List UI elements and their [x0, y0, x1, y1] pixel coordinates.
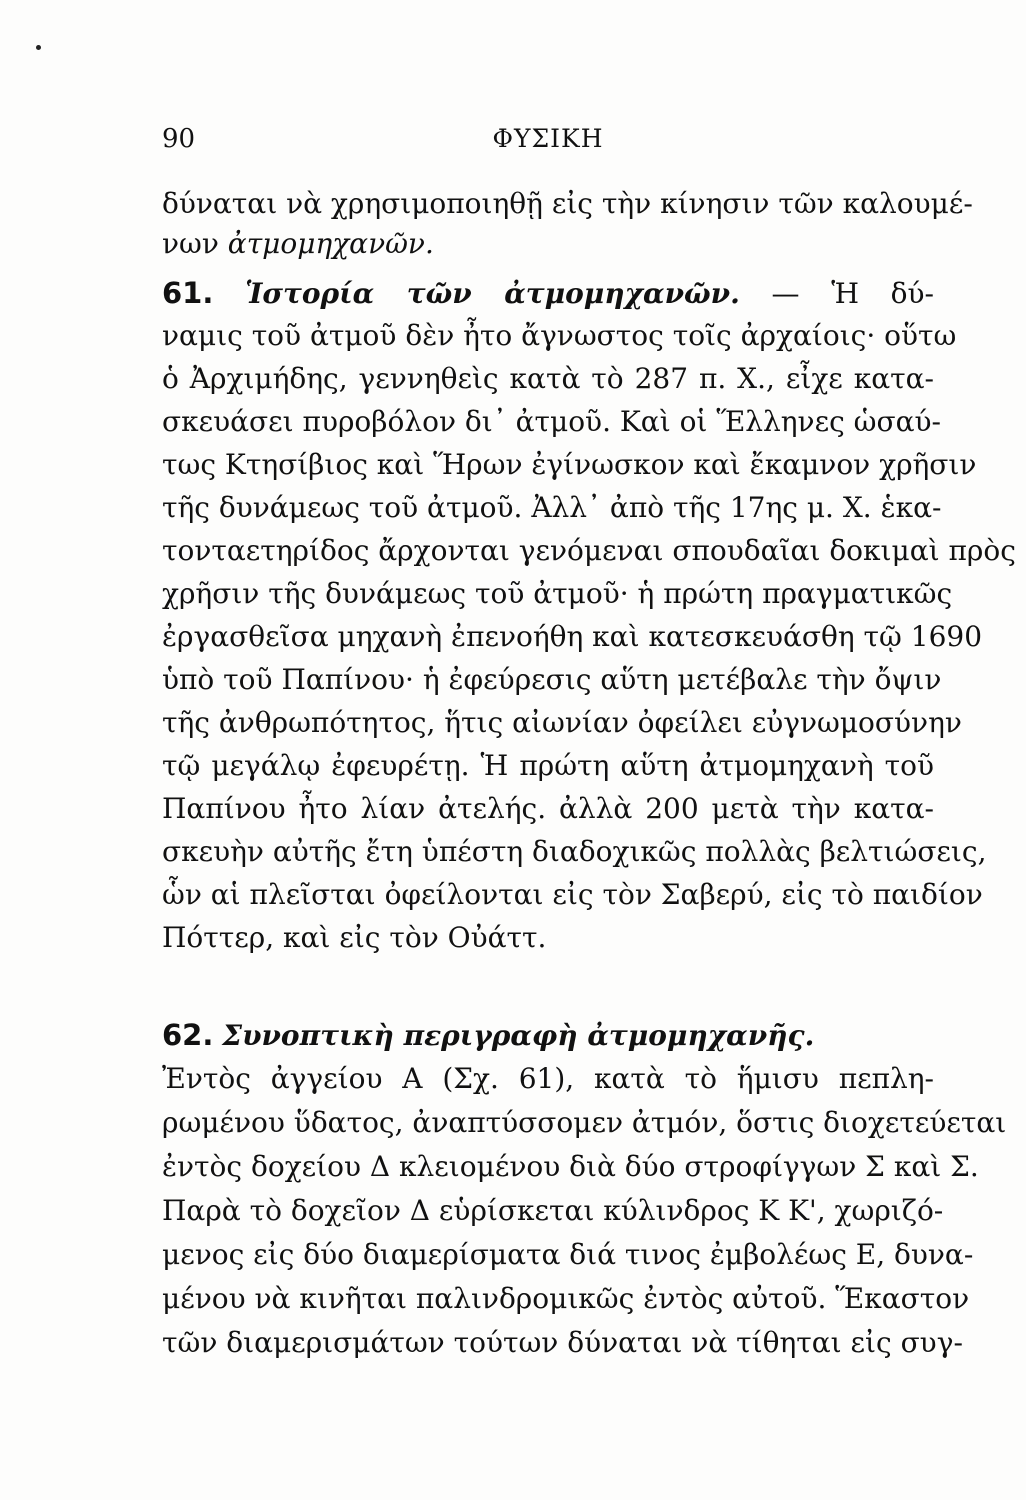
- text-line: τῷ μεγάλῳ ἐφευρέτῃ. Ἡ πρώτη αὕτη ἀτμομηχανὴ τοῦ: [162, 749, 934, 782]
- text-fragment: νων: [162, 227, 228, 260]
- ink-speck: [36, 45, 41, 50]
- text-line: ἐργασθεῖσα μηχανὴ ἐπενοήθη καὶ κατεσκευάσθη τῷ 1690: [162, 620, 983, 653]
- text-line: σκευάσει πυροβόλον δι᾽ ἀτμοῦ. Καὶ οἱ Ἕλληνες ὡσαύ-: [162, 405, 941, 438]
- text-line: τῆς ἀνθρωπότητος, ἥτις αἰωνίαν ὀφείλει εὐγνωμοσύνην: [162, 706, 962, 739]
- section-number: 62.: [162, 1018, 214, 1052]
- running-title: ΦΥΣΙΚΗ: [492, 124, 604, 153]
- text-line: δύναται νὰ χρησιμοποιηθῇ εἰς τὴν κίνησιν τῶν καλουμέ-: [162, 187, 973, 220]
- text-line: χρῆσιν τῆς δυνάμεως τοῦ ἀτμοῦ· ἡ πρώτη πραγματικῶς: [162, 577, 953, 610]
- text-line: ρωμένου ὕδατος, ἀναπτύσσομεν ἀτμόν, ὅστις διοχετεύεται: [162, 1106, 1007, 1139]
- text-line: ναμις τοῦ ἀτμοῦ δὲν ἦτο ἄγνωστος τοῖς ἀρχαίοις· οὕτω: [162, 319, 957, 352]
- text-line: ὧν αἱ πλεῖσται ὀφείλονται εἰς τὸν Σαβερύ, εἰς τὸ παιδίον: [162, 878, 983, 911]
- text-line: Παρὰ τὸ δοχεῖον Δ εὑρίσκεται κύλινδρος Κ Κ', χωριζό-: [162, 1194, 944, 1227]
- text-line: ἐντὸς δοχείου Δ κλειομένου διὰ δύο στροφίγγων Σ καὶ Σ.: [162, 1150, 979, 1183]
- text-line: τῆς δυνάμεως τοῦ ἀτμοῦ. Ἀλλ᾽ ἀπὸ τῆς 17ης μ. Χ. ἑκα-: [162, 491, 942, 524]
- italic-term: ἀτμομηχανῶν.: [227, 227, 434, 260]
- page-number: 90: [162, 124, 196, 154]
- text-line: σκευὴν αὐτῆς ἔτη ὑπέστη διαδοχικῶς πολλὰς βελτιώσεις,: [162, 835, 987, 868]
- text-line: τῶν διαμερισμάτων τούτων δύναται νὰ τίθηται εἰς συγ-: [162, 1326, 963, 1359]
- page-header: [162, 124, 934, 160]
- text-line: Πόττερ, καὶ εἰς τὸν Οὐάττ.: [162, 921, 547, 954]
- text-line: μένου νὰ κινῆται παλινδρομικῶς ἐντὸς αὐτοῦ. Ἕκαστον: [162, 1282, 970, 1315]
- text-line: ὑπὸ τοῦ Παπίνου· ἡ ἐφεύρεσις αὕτη μετέβαλε τὴν ὄψιν: [162, 663, 942, 696]
- text-line: Ἐντὸς ἀγγείου Α (Σχ. 61), κατὰ τὸ ἥμισυ πεπλη-: [162, 1062, 934, 1095]
- text-line: μενος εἰς δύο διαμερίσματα διά τινος ἐμβολέως Ε, δυνα-: [162, 1238, 974, 1271]
- text-fragment: — Ἡ δύ-: [771, 277, 935, 310]
- text-line: τονταετηρίδος ἄρχονται γενόμεναι σπουδαῖαι δοκιμαὶ πρὸς: [162, 534, 1016, 567]
- text-line: [162, 226, 934, 262]
- text-line: τως Κτησίβιος καὶ Ἥρων ἐγίνωσκον καὶ ἔκαμνον χρῆσιν: [162, 448, 977, 481]
- section-62-heading-line: [162, 1017, 934, 1054]
- text-line: Παπίνου ἦτο λίαν ἀτελής. ἀλλὰ 200 μετὰ τὴν κατα-: [162, 792, 934, 825]
- section-61-heading-line: [162, 275, 934, 312]
- section-title: Ἱστορία τῶν ἀτμομηχανῶν.: [245, 277, 740, 310]
- section-number: 61.: [162, 276, 214, 310]
- text-line: ὁ Ἀρχιμήδης, γεννηθεὶς κατὰ τὸ 287 π. Χ., εἶχε κατα-: [162, 362, 934, 395]
- section-title: Συνοπτικὴ περιγραφὴ ἀτμομηχανῆς.: [222, 1019, 815, 1052]
